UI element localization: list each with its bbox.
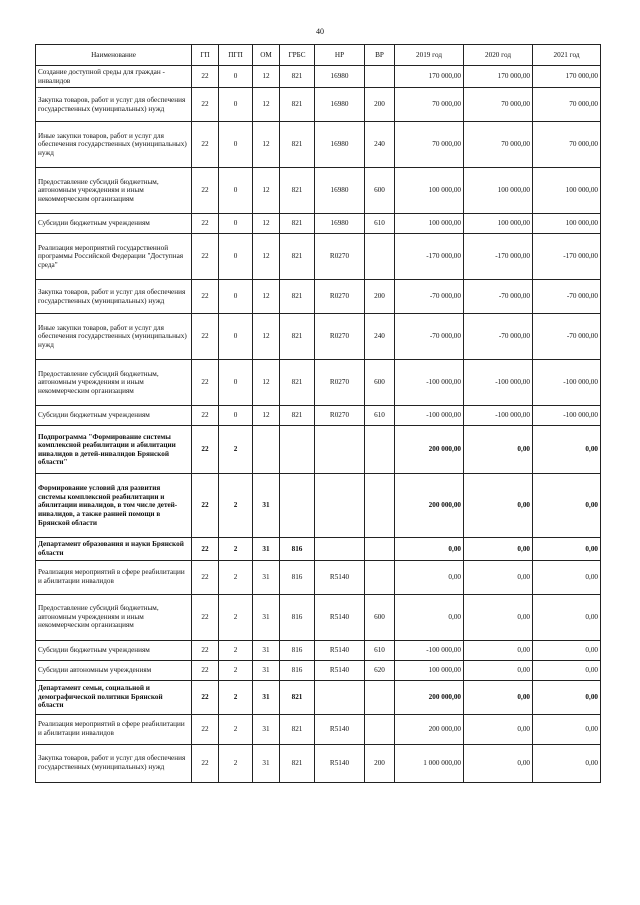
cell-gp: 22 xyxy=(192,474,219,538)
cell-vr: 610 xyxy=(365,640,395,660)
cell-nr: R0270 xyxy=(315,360,365,406)
cell-2021: 0,00 xyxy=(533,474,601,538)
cell-om: 31 xyxy=(253,660,280,680)
cell-grbs: 821 xyxy=(280,88,315,122)
cell-pgp: 2 xyxy=(219,560,253,594)
cell-name: Иные закупки товаров, работ и услуг для обеспечения государственных (муниципальных) нужд xyxy=(36,314,192,360)
cell-2019: -70 000,00 xyxy=(395,280,464,314)
cell-om: 12 xyxy=(253,88,280,122)
cell-nr xyxy=(315,680,365,714)
cell-2021: -170 000,00 xyxy=(533,234,601,280)
cell-nr: R5140 xyxy=(315,714,365,744)
cell-vr: 200 xyxy=(365,280,395,314)
cell-grbs: 821 xyxy=(280,314,315,360)
cell-om xyxy=(253,426,280,474)
cell-vr xyxy=(365,66,395,88)
cell-name: Реализация мероприятий в сфере реабилитации и абилитации инвалидов xyxy=(36,560,192,594)
cell-gp: 22 xyxy=(192,280,219,314)
cell-pgp: 0 xyxy=(219,122,253,168)
cell-nr: R0270 xyxy=(315,234,365,280)
cell-vr xyxy=(365,474,395,538)
cell-2020: -100 000,00 xyxy=(464,406,533,426)
cell-pgp: 0 xyxy=(219,66,253,88)
cell-grbs: 816 xyxy=(280,640,315,660)
cell-2019: 1 000 000,00 xyxy=(395,744,464,782)
cell-pgp: 0 xyxy=(219,234,253,280)
cell-om: 12 xyxy=(253,122,280,168)
table-row xyxy=(36,744,601,782)
cell-2019: 200 000,00 xyxy=(395,680,464,714)
cell-2021: -70 000,00 xyxy=(533,280,601,314)
cell-om: 31 xyxy=(253,594,280,640)
cell-grbs: 821 xyxy=(280,406,315,426)
col-header-grbs: ГРБС xyxy=(280,45,315,66)
cell-2020: 0,00 xyxy=(464,426,533,474)
cell-2019: 70 000,00 xyxy=(395,122,464,168)
cell-om: 31 xyxy=(253,560,280,594)
page-number: 40 xyxy=(316,27,324,36)
cell-2019: 100 000,00 xyxy=(395,660,464,680)
cell-om: 31 xyxy=(253,714,280,744)
cell-2019: 0,00 xyxy=(395,560,464,594)
cell-2020: 0,00 xyxy=(464,680,533,714)
cell-nr: R5140 xyxy=(315,744,365,782)
cell-2021: -100 000,00 xyxy=(533,360,601,406)
col-header-gp: ГП xyxy=(192,45,219,66)
cell-2021: -70 000,00 xyxy=(533,314,601,360)
cell-name: Иные закупки товаров, работ и услуг для обеспечения государственных (муниципальных) нужд xyxy=(36,122,192,168)
cell-2019: 100 000,00 xyxy=(395,214,464,234)
cell-name: Субсидии бюджетным учреждениям xyxy=(36,214,192,234)
col-header-2020: 2020 год xyxy=(464,45,533,66)
cell-2019: -100 000,00 xyxy=(395,360,464,406)
cell-nr: R5140 xyxy=(315,594,365,640)
cell-pgp: 2 xyxy=(219,640,253,660)
cell-vr: 620 xyxy=(365,660,395,680)
cell-name: Предоставление субсидий бюджетным, автономным учреждениям и иным некоммерческим организациям xyxy=(36,360,192,406)
cell-gp: 22 xyxy=(192,168,219,214)
table-row xyxy=(36,594,601,640)
table-row xyxy=(36,560,601,594)
cell-2020: 100 000,00 xyxy=(464,214,533,234)
cell-nr: 16980 xyxy=(315,88,365,122)
cell-2020: 0,00 xyxy=(464,660,533,680)
table-row xyxy=(36,66,601,88)
cell-vr: 600 xyxy=(365,360,395,406)
cell-2019: 200 000,00 xyxy=(395,474,464,538)
cell-grbs: 821 xyxy=(280,234,315,280)
cell-grbs xyxy=(280,426,315,474)
cell-gp: 22 xyxy=(192,640,219,660)
cell-grbs: 821 xyxy=(280,744,315,782)
cell-nr xyxy=(315,426,365,474)
cell-name: Закупка товаров, работ и услуг для обеспечения государственных (муниципальных) нужд xyxy=(36,88,192,122)
table-row xyxy=(36,474,601,538)
cell-2019: 170 000,00 xyxy=(395,66,464,88)
cell-2020: 70 000,00 xyxy=(464,88,533,122)
cell-pgp: 2 xyxy=(219,744,253,782)
cell-om: 31 xyxy=(253,680,280,714)
cell-nr xyxy=(315,474,365,538)
cell-grbs: 821 xyxy=(280,360,315,406)
cell-gp: 22 xyxy=(192,714,219,744)
cell-gp: 22 xyxy=(192,538,219,560)
table-row xyxy=(36,214,601,234)
cell-2020: 0,00 xyxy=(464,594,533,640)
cell-2019: 200 000,00 xyxy=(395,714,464,744)
cell-2019: -70 000,00 xyxy=(395,314,464,360)
cell-2019: 0,00 xyxy=(395,538,464,560)
cell-pgp: 2 xyxy=(219,594,253,640)
table-row xyxy=(36,314,601,360)
table-row xyxy=(36,360,601,406)
cell-grbs: 816 xyxy=(280,594,315,640)
cell-2021: 0,00 xyxy=(533,680,601,714)
cell-gp: 22 xyxy=(192,594,219,640)
cell-gp: 22 xyxy=(192,680,219,714)
table-row xyxy=(36,234,601,280)
cell-gp: 22 xyxy=(192,314,219,360)
cell-2020: 0,00 xyxy=(464,538,533,560)
col-header-nr: НР xyxy=(315,45,365,66)
cell-2020: 0,00 xyxy=(464,744,533,782)
cell-vr xyxy=(365,714,395,744)
cell-nr: 16980 xyxy=(315,168,365,214)
cell-2020: 0,00 xyxy=(464,640,533,660)
cell-2020: -170 000,00 xyxy=(464,234,533,280)
cell-grbs: 821 xyxy=(280,214,315,234)
cell-om: 12 xyxy=(253,66,280,88)
cell-gp: 22 xyxy=(192,360,219,406)
cell-2021: 0,00 xyxy=(533,426,601,474)
cell-vr: 610 xyxy=(365,214,395,234)
col-header-pgp: ПГП xyxy=(219,45,253,66)
cell-name: Закупка товаров, работ и услуг для обеспечения государственных (муниципальных) нужд xyxy=(36,280,192,314)
table-row xyxy=(36,640,601,660)
cell-pgp: 2 xyxy=(219,474,253,538)
cell-grbs: 816 xyxy=(280,660,315,680)
cell-pgp: 0 xyxy=(219,214,253,234)
cell-name: Формирование условий для развития системы комплексной реабилитации и абилитации инвалидов, в том числе детей-инвалидов, а также ранней помощи в Брянской области xyxy=(36,474,192,538)
cell-nr: R5140 xyxy=(315,640,365,660)
table-row xyxy=(36,406,601,426)
cell-name: Закупка товаров, работ и услуг для обеспечения государственных (муниципальных) нужд xyxy=(36,744,192,782)
cell-2021: 0,00 xyxy=(533,640,601,660)
cell-vr xyxy=(365,426,395,474)
cell-pgp: 0 xyxy=(219,88,253,122)
cell-2019: -100 000,00 xyxy=(395,406,464,426)
cell-name: Департамент семьи, социальной и демографической политики Брянской области xyxy=(36,680,192,714)
cell-pgp: 0 xyxy=(219,314,253,360)
cell-nr: R5140 xyxy=(315,660,365,680)
cell-vr xyxy=(365,560,395,594)
cell-pgp: 0 xyxy=(219,360,253,406)
cell-grbs: 821 xyxy=(280,714,315,744)
cell-name: Субсидии бюджетным учреждениям xyxy=(36,640,192,660)
cell-nr: R0270 xyxy=(315,406,365,426)
cell-nr: 16980 xyxy=(315,214,365,234)
table-row xyxy=(36,122,601,168)
cell-pgp: 2 xyxy=(219,538,253,560)
cell-om: 12 xyxy=(253,234,280,280)
cell-pgp: 2 xyxy=(219,680,253,714)
col-header-vr: ВР xyxy=(365,45,395,66)
cell-gp: 22 xyxy=(192,406,219,426)
cell-om: 12 xyxy=(253,168,280,214)
cell-grbs: 816 xyxy=(280,538,315,560)
cell-2020: 100 000,00 xyxy=(464,168,533,214)
cell-name: Реализация мероприятий государственной программы Российской Федерации "Доступная среда" xyxy=(36,234,192,280)
cell-gp: 22 xyxy=(192,66,219,88)
table-header-row xyxy=(36,45,601,66)
cell-pgp: 2 xyxy=(219,660,253,680)
cell-vr: 200 xyxy=(365,88,395,122)
cell-pgp: 0 xyxy=(219,168,253,214)
cell-nr: R0270 xyxy=(315,314,365,360)
table-row xyxy=(36,168,601,214)
cell-2021: 0,00 xyxy=(533,744,601,782)
cell-name: Предоставление субсидий бюджетным, автономным учреждениям и иным некоммерческим организациям xyxy=(36,594,192,640)
cell-2019: -170 000,00 xyxy=(395,234,464,280)
cell-gp: 22 xyxy=(192,234,219,280)
cell-vr xyxy=(365,680,395,714)
cell-gp: 22 xyxy=(192,660,219,680)
cell-2021: 70 000,00 xyxy=(533,122,601,168)
budget-table xyxy=(35,44,601,783)
cell-grbs: 821 xyxy=(280,280,315,314)
cell-vr: 610 xyxy=(365,406,395,426)
cell-grbs: 821 xyxy=(280,122,315,168)
cell-om: 31 xyxy=(253,474,280,538)
cell-2021: 0,00 xyxy=(533,538,601,560)
col-header-2019: 2019 год xyxy=(395,45,464,66)
cell-2021: 100 000,00 xyxy=(533,214,601,234)
cell-vr: 240 xyxy=(365,122,395,168)
col-header-name: Наименование xyxy=(36,45,192,66)
cell-2020: 170 000,00 xyxy=(464,66,533,88)
cell-vr xyxy=(365,234,395,280)
cell-gp: 22 xyxy=(192,744,219,782)
cell-2020: 70 000,00 xyxy=(464,122,533,168)
cell-nr xyxy=(315,538,365,560)
cell-vr xyxy=(365,538,395,560)
cell-name: Реализация мероприятий в сфере реабилитации и абилитации инвалидов xyxy=(36,714,192,744)
cell-gp: 22 xyxy=(192,214,219,234)
cell-name: Предоставление субсидий бюджетным, автономным учреждениям и иным некоммерческим организациям xyxy=(36,168,192,214)
cell-2021: 0,00 xyxy=(533,660,601,680)
table-row xyxy=(36,660,601,680)
table-row xyxy=(36,426,601,474)
cell-name: Создание доступной среды для граждан - инвалидов xyxy=(36,66,192,88)
cell-2021: 0,00 xyxy=(533,594,601,640)
cell-pgp: 0 xyxy=(219,280,253,314)
cell-name: Департамент образования и науки Брянской области xyxy=(36,538,192,560)
cell-2019: 100 000,00 xyxy=(395,168,464,214)
cell-grbs: 816 xyxy=(280,560,315,594)
cell-vr: 600 xyxy=(365,594,395,640)
cell-2020: -70 000,00 xyxy=(464,314,533,360)
cell-2021: 100 000,00 xyxy=(533,168,601,214)
cell-pgp: 2 xyxy=(219,426,253,474)
table-row xyxy=(36,538,601,560)
cell-om: 12 xyxy=(253,314,280,360)
col-header-2021: 2021 год xyxy=(533,45,601,66)
cell-om: 31 xyxy=(253,744,280,782)
cell-2019: 0,00 xyxy=(395,594,464,640)
cell-2020: 0,00 xyxy=(464,474,533,538)
cell-gp: 22 xyxy=(192,426,219,474)
cell-grbs: 821 xyxy=(280,680,315,714)
cell-2021: 70 000,00 xyxy=(533,88,601,122)
cell-2020: -70 000,00 xyxy=(464,280,533,314)
cell-2020: 0,00 xyxy=(464,560,533,594)
cell-2021: 0,00 xyxy=(533,714,601,744)
cell-gp: 22 xyxy=(192,88,219,122)
cell-grbs: 821 xyxy=(280,168,315,214)
cell-vr: 200 xyxy=(365,744,395,782)
table-row xyxy=(36,680,601,714)
cell-om: 31 xyxy=(253,640,280,660)
cell-pgp: 2 xyxy=(219,714,253,744)
cell-nr: R0270 xyxy=(315,280,365,314)
cell-grbs xyxy=(280,474,315,538)
cell-om: 12 xyxy=(253,280,280,314)
cell-2021: 170 000,00 xyxy=(533,66,601,88)
cell-om: 31 xyxy=(253,538,280,560)
cell-gp: 22 xyxy=(192,560,219,594)
cell-om: 12 xyxy=(253,214,280,234)
cell-nr: 16980 xyxy=(315,66,365,88)
cell-name: Субсидии бюджетным учреждениям xyxy=(36,406,192,426)
cell-gp: 22 xyxy=(192,122,219,168)
cell-name: Подпрограмма "Формирование системы комплексной реабилитации и абилитации инвалидов в детей-инвалидов Брянской области" xyxy=(36,426,192,474)
table-row xyxy=(36,280,601,314)
cell-nr: 16980 xyxy=(315,122,365,168)
cell-2019: -100 000,00 xyxy=(395,640,464,660)
col-header-om: ОМ xyxy=(253,45,280,66)
cell-2021: -100 000,00 xyxy=(533,406,601,426)
table-row xyxy=(36,88,601,122)
cell-vr: 600 xyxy=(365,168,395,214)
cell-om: 12 xyxy=(253,360,280,406)
cell-2019: 70 000,00 xyxy=(395,88,464,122)
cell-nr: R5140 xyxy=(315,560,365,594)
cell-vr: 240 xyxy=(365,314,395,360)
cell-grbs: 821 xyxy=(280,66,315,88)
cell-name: Субсидии автономным учреждениям xyxy=(36,660,192,680)
cell-2020: 0,00 xyxy=(464,714,533,744)
cell-2019: 200 000,00 xyxy=(395,426,464,474)
cell-2021: 0,00 xyxy=(533,560,601,594)
cell-2020: -100 000,00 xyxy=(464,360,533,406)
table-row xyxy=(36,714,601,744)
cell-om: 12 xyxy=(253,406,280,426)
cell-pgp: 0 xyxy=(219,406,253,426)
